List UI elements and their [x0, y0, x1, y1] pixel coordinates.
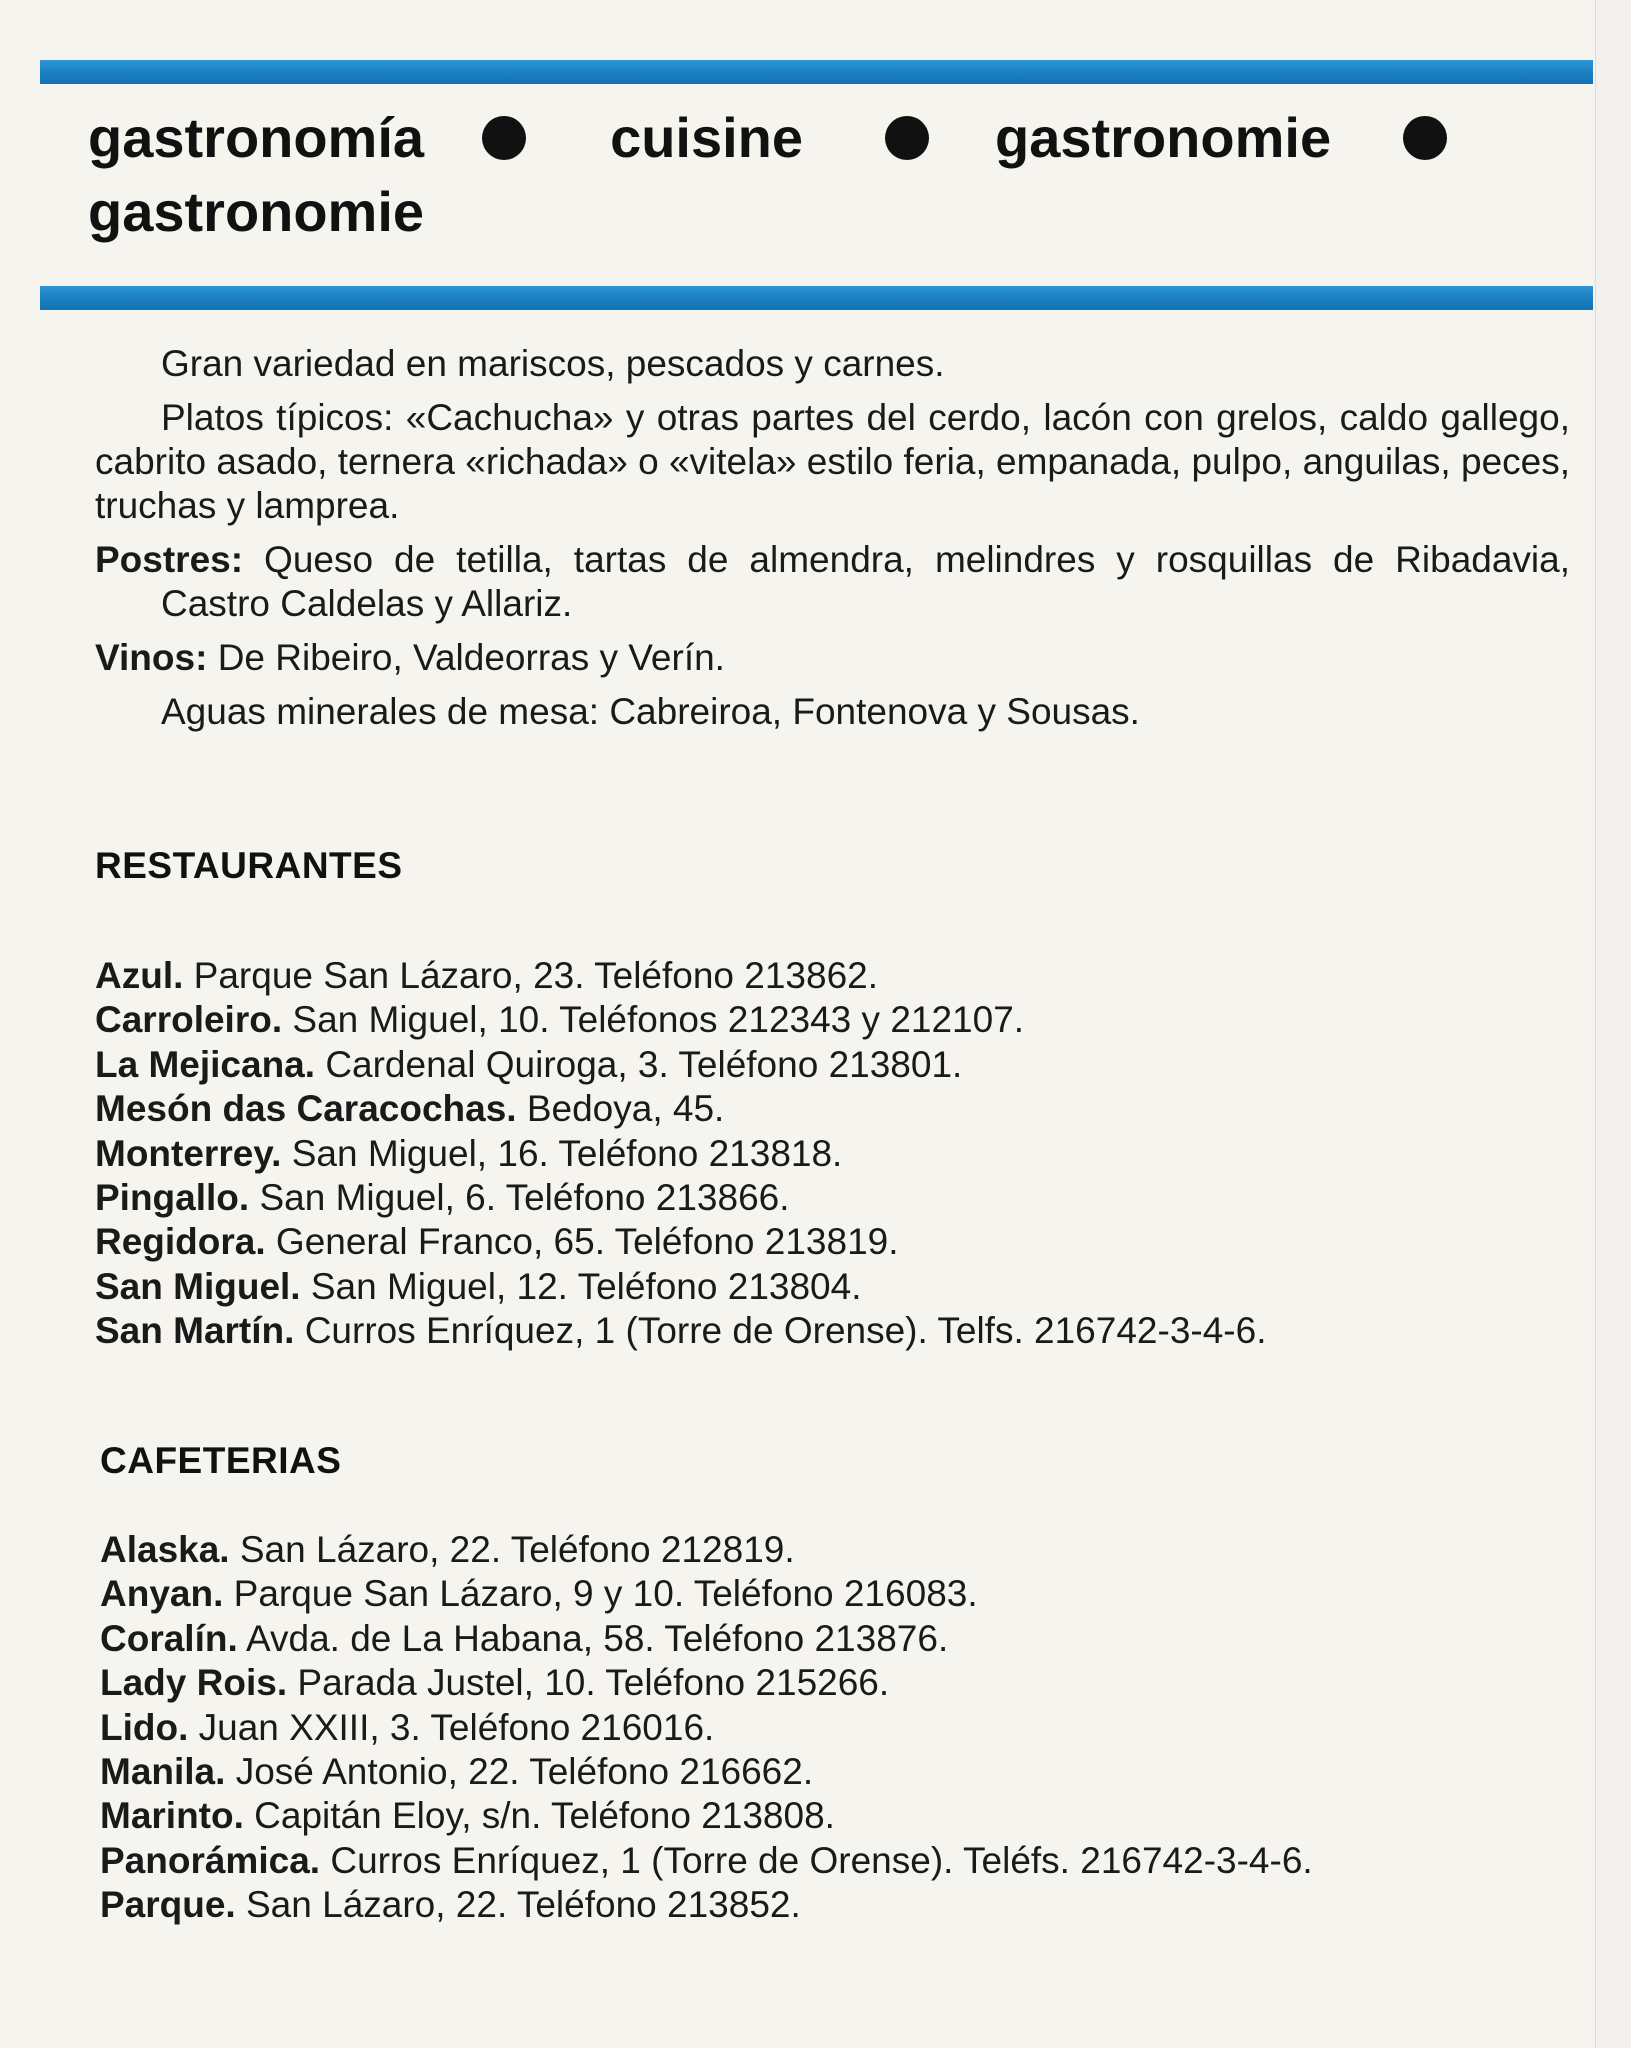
vinos-label: Vinos: — [95, 637, 208, 678]
item-name: San Miguel. — [95, 1265, 301, 1307]
list-item — [100, 1528, 1600, 1572]
item-detail: Cardenal Quiroga, 3. Teléfono 213801. — [325, 1043, 963, 1085]
postres-label: Postres: — [95, 539, 244, 580]
item-name: Carroleiro. — [95, 999, 283, 1041]
header-word-en: cuisine — [610, 106, 804, 169]
item-detail: San Miguel, 16. Teléfono 213818. — [291, 1132, 843, 1174]
list-item — [100, 1794, 1600, 1838]
item-name: Coralín. — [100, 1617, 238, 1659]
list-item — [95, 1220, 1595, 1264]
aguas-line: Aguas minerales de mesa: Cabreiroa, Fontenova y Sousas. — [161, 691, 1140, 732]
list-item — [100, 1883, 1600, 1927]
list-item — [100, 1617, 1600, 1661]
postres-text: Queso de tetilla, tartas de almendra, melindres y rosquillas de Ribadavia, Castro Caldelas y Allariz. — [161, 539, 1571, 624]
list-item — [95, 954, 1595, 998]
item-detail: San Lázaro, 22. Teléfono 212819. — [239, 1529, 795, 1570]
item-name: Regidora. — [95, 1221, 266, 1263]
list-item — [100, 1839, 1600, 1883]
list-item — [95, 1309, 1595, 1353]
item-name: Parque. — [100, 1884, 236, 1926]
item-detail: Curros Enríquez, 1 (Torre de Orense). Telfs. 216742-3-4-6. — [304, 1310, 1267, 1352]
vinos-paragraph — [95, 636, 1570, 680]
bullet-icon — [482, 116, 526, 160]
item-detail: Bedoya, 45. — [526, 1088, 725, 1130]
item-name: Manila. — [100, 1751, 226, 1793]
item-name: Monterrey. — [95, 1132, 282, 1174]
item-detail: Curros Enríquez, 1 (Torre de Orense). Teléfs. 216742-3-4-6. — [330, 1839, 1313, 1881]
list-item — [100, 1661, 1600, 1705]
restaurantes-list — [95, 954, 1595, 1354]
intro-line: Gran variedad en mariscos, pescados y carnes. — [161, 343, 945, 384]
item-detail: San Lázaro, 22. Teléfono 213852. — [246, 1884, 801, 1926]
item-detail: Capitán Eloy, s/n. Teléfono 213808. — [254, 1795, 835, 1837]
item-detail: San Miguel, 10. Teléfonos 212343 y 212107. — [292, 999, 1025, 1041]
list-item — [100, 1706, 1600, 1750]
list-item — [100, 1750, 1600, 1794]
vinos-text: De Ribeiro, Valdeorras y Verín. — [217, 637, 725, 678]
item-detail: Avda. de La Habana, 58. Teléfono 213876. — [246, 1617, 949, 1659]
section-header — [88, 102, 1588, 248]
item-name: Anyan. — [100, 1573, 224, 1615]
header-word-de: gastronomie — [88, 180, 425, 243]
item-name: La Mejicana. — [95, 1043, 316, 1085]
cafeterias-title: CAFETERIAS — [100, 1440, 342, 1481]
bullet-icon — [885, 116, 929, 160]
postres-paragraph — [95, 538, 1570, 626]
platos-paragraph: Platos típicos: «Cachucha» y otras partes del cerdo, lacón con grelos, caldo gallego, cabrito asado, ternera «richada» o «vitela» estilo feria, empanada, pulpo, anguilas, peces, truchas y lamprea. — [95, 397, 1570, 526]
page-edge — [1595, 0, 1631, 2048]
item-name: San Martín. — [95, 1310, 295, 1352]
item-name: Alaska. — [100, 1529, 230, 1570]
item-detail: Parque San Lázaro, 9 y 10. Teléfono 216083. — [233, 1573, 978, 1615]
list-item — [95, 1265, 1595, 1309]
item-name: Panorámica. — [100, 1839, 321, 1881]
item-name: Lady Rois. — [100, 1662, 288, 1704]
list-item — [95, 1132, 1595, 1176]
list-item — [95, 1087, 1595, 1131]
item-detail: San Miguel, 12. Teléfono 213804. — [310, 1265, 862, 1307]
item-detail: San Miguel, 6. Teléfono 213866. — [259, 1177, 790, 1219]
item-name: Azul. — [95, 955, 184, 996]
header-word-es: gastronomía — [88, 106, 425, 169]
header-word-fr: gastronomie — [995, 106, 1332, 169]
item-name: Pingallo. — [95, 1177, 250, 1219]
list-item — [95, 998, 1595, 1042]
header-bottom-bar — [40, 286, 1593, 310]
list-item — [95, 1176, 1595, 1220]
item-detail: Parque San Lázaro, 23. Teléfono 213862. — [193, 955, 879, 996]
item-name: Marinto. — [100, 1795, 244, 1837]
header-top-bar — [40, 60, 1593, 84]
item-detail: Juan XXIII, 3. Teléfono 216016. — [198, 1706, 715, 1748]
item-detail: General Franco, 65. Teléfono 213819. — [275, 1221, 899, 1263]
item-name: Mesón das Caracochas. — [95, 1088, 517, 1130]
cafeterias-list — [100, 1528, 1600, 1928]
list-item — [95, 1043, 1595, 1087]
list-item — [100, 1572, 1600, 1616]
item-detail: Parada Justel, 10. Teléfono 215266. — [297, 1662, 890, 1704]
item-detail: José Antonio, 22. Teléfono 216662. — [235, 1751, 814, 1793]
restaurantes-title: RESTAURANTES — [95, 845, 403, 886]
intro-text — [95, 342, 1570, 734]
item-name: Lido. — [100, 1706, 189, 1748]
bullet-icon — [1403, 116, 1447, 160]
